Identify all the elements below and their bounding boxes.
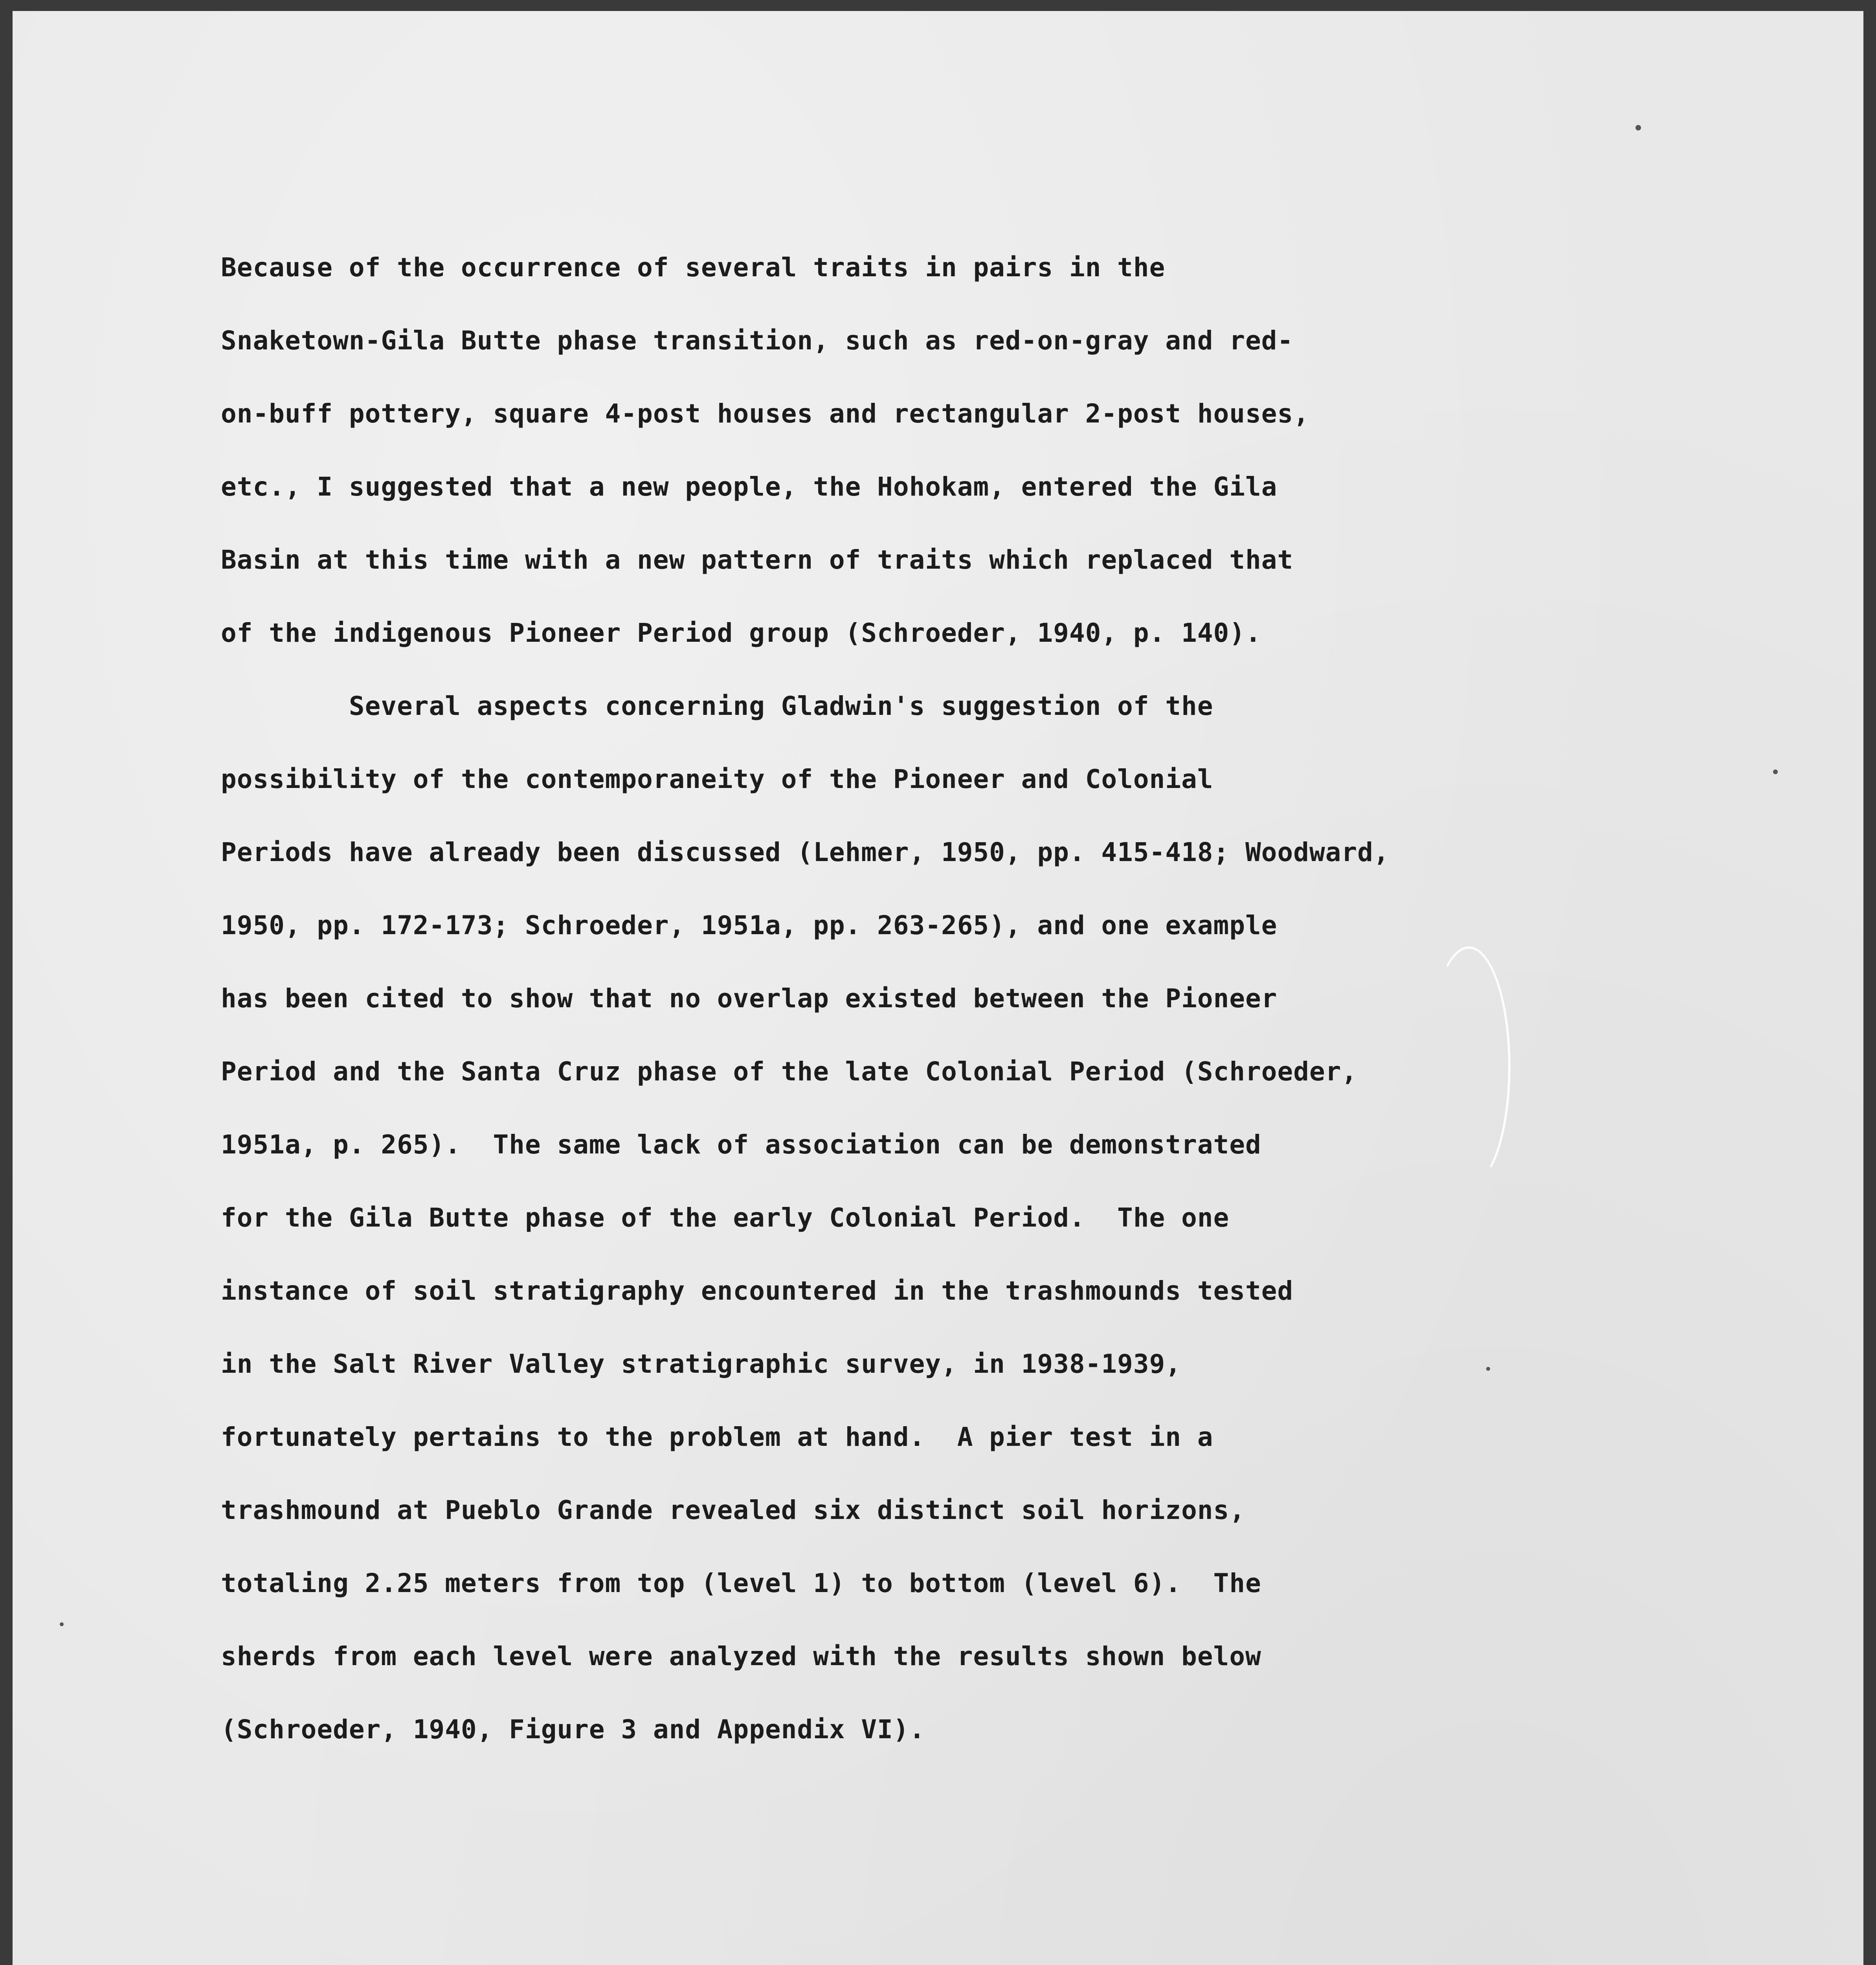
scan-speck [60,1622,64,1626]
scan-speck [1773,769,1778,774]
text-line: trashmound at Pueblo Grande revealed six distinct soil horizons, [221,1495,1246,1525]
text-line: etc., I suggested that a new people, the Hohokam, entered the Gila [221,472,1278,502]
text-line: totaling 2.25 meters from top (level 1) to bottom (level 6). The [221,1568,1261,1598]
text-line: in the Salt River Valley stratigraphic survey, in 1938-1939, [221,1349,1182,1379]
body-text [221,231,1596,1766]
text-line: Several aspects concerning Gladwin's suggestion of the [221,691,1213,721]
text-line: 1950, pp. 172-173; Schroeder, 1951a, pp. 263-265), and one example [221,910,1278,940]
text-line: has been cited to show that no overlap existed between the Pioneer [221,983,1278,1014]
scan-speck [1636,125,1641,130]
scan-hair [1427,946,1511,1187]
document-page [13,11,1863,1965]
text-line: Period and the Santa Cruz phase of the late Colonial Period (Schroeder, [221,1056,1358,1087]
text-line: Periods have already been discussed (Lehmer, 1950, pp. 415-418; Woodward, [221,837,1390,867]
text-line: Basin at this time with a new pattern of traits which replaced that [221,545,1294,575]
scan-speck [1486,1367,1490,1371]
text-line: on-buff pottery, square 4-post houses and rectangular 2-post houses, [221,399,1310,429]
text-line: 1951a, p. 265). The same lack of association can be demonstrated [221,1129,1261,1160]
text-line: for the Gila Butte phase of the early Colonial Period. The one [221,1203,1230,1233]
text-line: instance of soil stratigraphy encountered in the trashmounds tested [221,1276,1294,1306]
text-line: of the indigenous Pioneer Period group (Schroeder, 1940, p. 140). [221,618,1261,648]
text-line: (Schroeder, 1940, Figure 3 and Appendix VI). [221,1714,925,1745]
text-line: Snaketown-Gila Butte phase transition, such as red-on-gray and red- [221,325,1294,356]
text-line: possibility of the contemporaneity of the Pioneer and Colonial [221,764,1213,794]
text-line: Because of the occurrence of several traits in pairs in the [221,252,1166,283]
text-line: fortunately pertains to the problem at hand. A pier test in a [221,1422,1213,1452]
text-line: sherds from each level were analyzed with the results shown below [221,1641,1261,1671]
